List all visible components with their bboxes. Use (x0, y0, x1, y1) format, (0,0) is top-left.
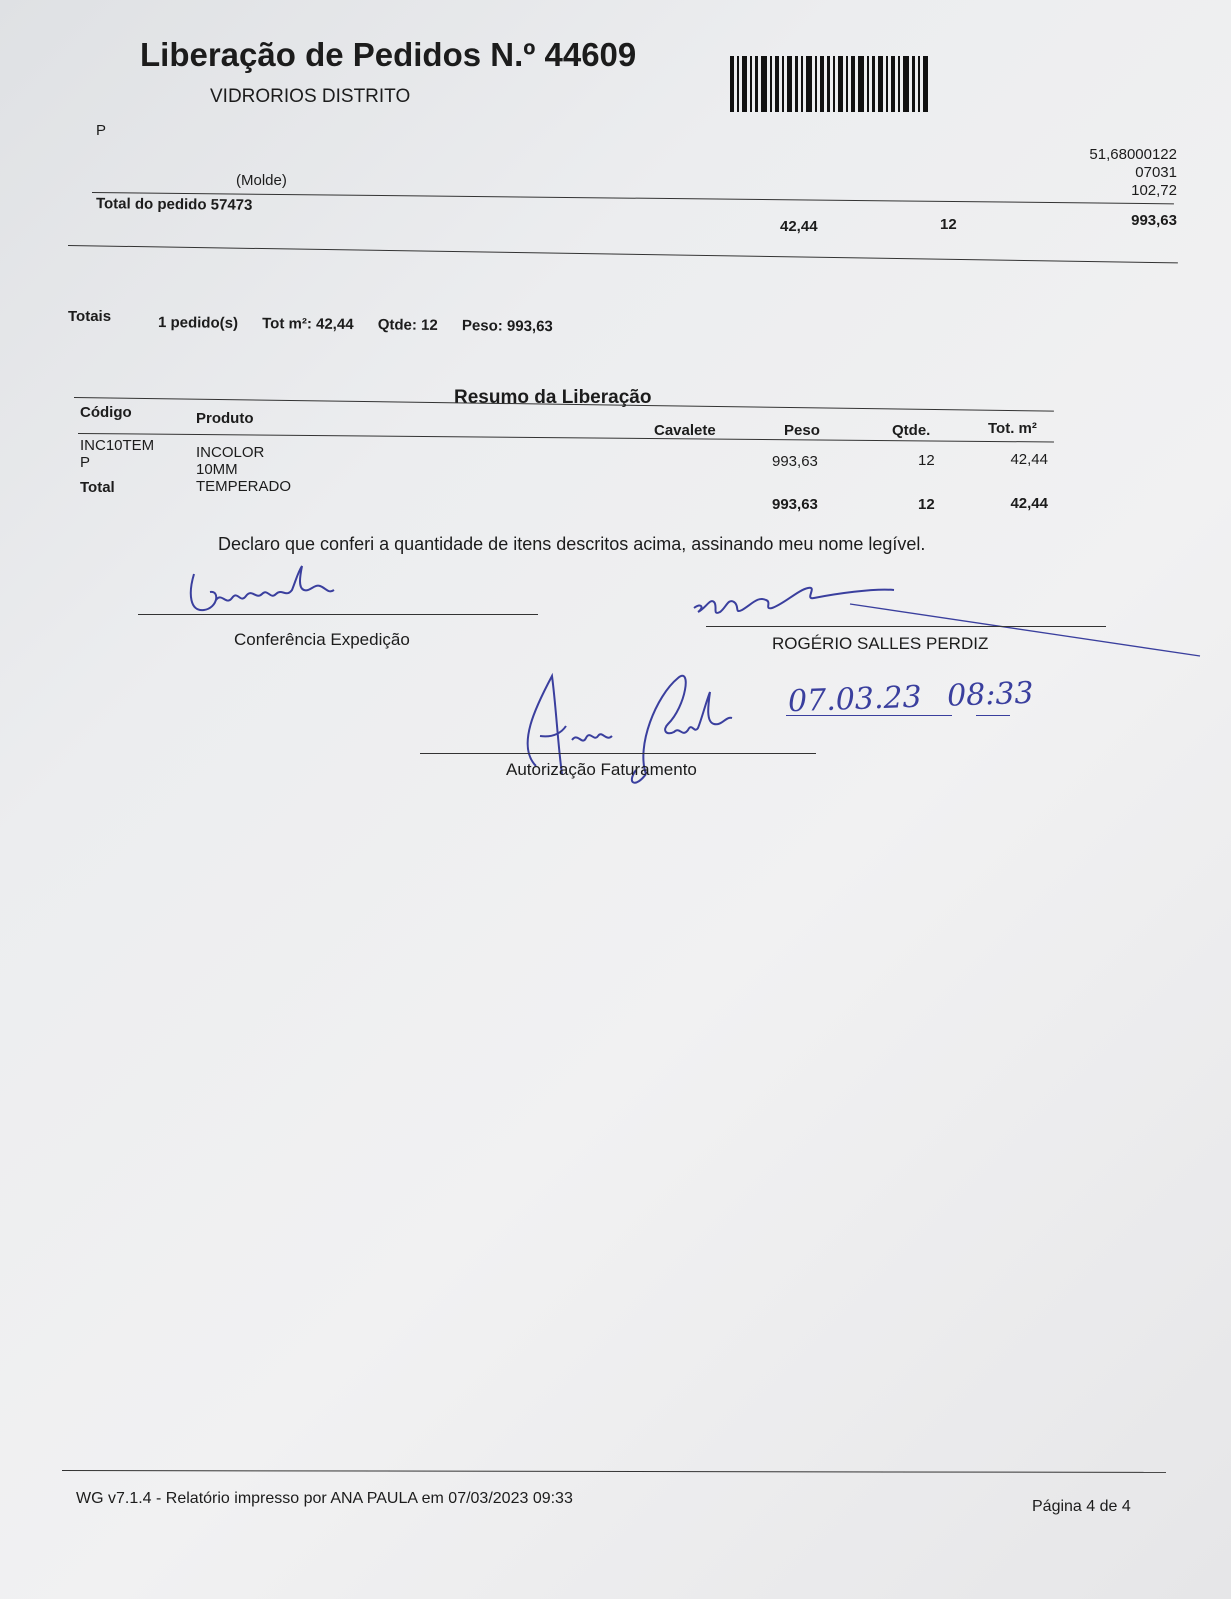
conferencia-label: Conferência Expedição (234, 630, 410, 649)
summary-title: Resumo da Liberação (454, 387, 652, 408)
col-header-codigo: Código (80, 404, 132, 421)
row-produto: INCOLOR 10MM TEMPERADO (196, 444, 292, 495)
totals-m2: Tot m²: 42,44 (262, 315, 354, 334)
footer-print-info: WG v7.1.4 - Relatório impresso por ANA PAULA em 07/03/2023 09:33 (76, 1490, 573, 1507)
cliente-name: ROGÉRIO SALLES PERDIZ (772, 634, 989, 653)
order-total-m2: 42,44 (780, 218, 818, 235)
page-title: Liberação de Pedidos N.º 44609 (140, 36, 637, 73)
totals-qtde: Qtde: 12 (377, 316, 438, 334)
declaration-text: Declaro que conferi a quantidade de itens descritos acima, assinando meu nome legível. (218, 534, 926, 554)
divider (68, 245, 1178, 263)
dimension-values (1089, 146, 1177, 200)
row-codigo-line: INC10TEM (80, 437, 155, 454)
order-total-label: Total do pedido 57473 (95, 195, 253, 214)
product-fragment: P (96, 122, 107, 139)
handwritten-date-value: 07.03.23 (787, 679, 923, 720)
barcode-image (730, 56, 928, 112)
order-total-peso: 993,63 (1131, 212, 1177, 229)
row-codigo (80, 437, 154, 471)
totals-values (158, 314, 553, 335)
footer-divider (62, 1470, 1166, 1473)
row-codigo-line: P (80, 454, 91, 471)
col-header-peso: Peso (784, 422, 820, 439)
company-name: VIDRORIOS DISTRITO (210, 86, 411, 107)
totals-pedidos: 1 pedido(s) (157, 314, 239, 332)
handwritten-underline (976, 715, 1010, 716)
total-label: Total (80, 479, 115, 496)
totals-peso: Peso: 993,63 (461, 317, 553, 336)
row-peso: 993,63 (772, 453, 818, 470)
total-qtde: 12 (918, 496, 935, 513)
dimension-value: 51,68000122 (1089, 146, 1177, 163)
dimension-value: 102,72 (1131, 182, 1177, 199)
row-tot-m2: 42,44 (1010, 451, 1048, 468)
handwritten-time-value: 08:33 (946, 675, 1035, 714)
col-header-produto: Produto (196, 410, 254, 427)
signature-line (420, 753, 816, 754)
divider (92, 192, 1174, 204)
autorizacao-label: Autorização Faturamento (506, 760, 697, 779)
total-tot-m2: 42,44 (1010, 495, 1048, 512)
handwritten-underline (786, 715, 952, 716)
dimension-value: 07031 (1135, 164, 1177, 181)
handwritten-date (787, 676, 1034, 720)
page-number: Página 4 de 4 (1032, 1498, 1131, 1515)
totals-label: Totais (68, 308, 112, 325)
order-total-qtde: 12 (940, 216, 957, 233)
molde-label: (Molde) (236, 172, 287, 189)
signature-line (138, 614, 538, 615)
row-qtde: 12 (918, 452, 935, 469)
total-peso: 993,63 (772, 496, 818, 513)
col-header-cavalete: Cavalete (654, 422, 716, 439)
col-header-qtde: Qtde. (892, 422, 931, 439)
signature-line (706, 626, 1106, 627)
col-header-tot-m2: Tot. m² (988, 420, 1037, 437)
